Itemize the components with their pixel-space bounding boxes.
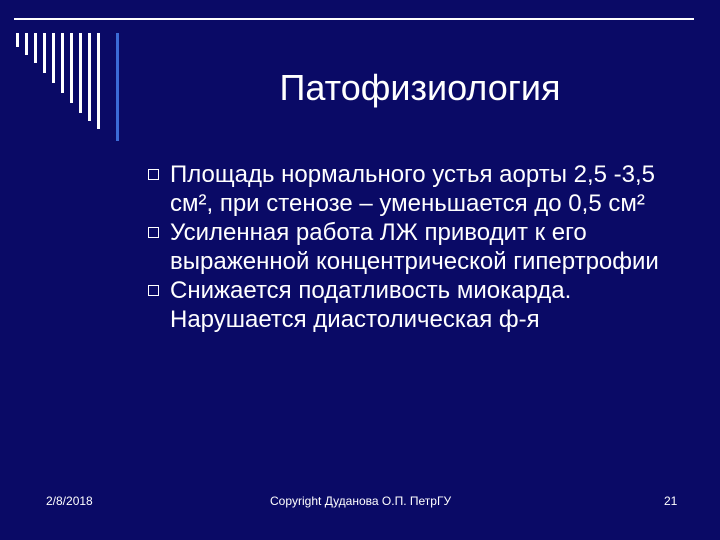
bullet-text: Площадь нормального устья аорты 2,5 -3,5 см², при стенозе – уменьшается до 0,5 см² xyxy=(170,161,655,217)
bullet-text: Снижается податливость миокарда. Нарушается диастолическая ф-я xyxy=(170,277,572,333)
bullet-list xyxy=(148,160,688,334)
decorative-bars xyxy=(16,33,126,143)
decor-bar xyxy=(61,33,64,93)
decor-bar xyxy=(88,33,91,121)
bullet-item xyxy=(148,160,688,218)
decor-bar xyxy=(34,33,37,63)
decor-bar xyxy=(70,33,73,103)
top-divider-line xyxy=(14,18,694,20)
decor-bar xyxy=(43,33,46,73)
square-bullet-icon xyxy=(148,227,159,238)
decor-bar xyxy=(79,33,82,113)
bullet-item xyxy=(148,276,688,334)
footer-date: 2/8/2018 xyxy=(46,494,93,508)
slide-title: Патофизиология xyxy=(279,67,561,108)
square-bullet-icon xyxy=(148,285,159,296)
decor-bar xyxy=(52,33,55,83)
decor-bar-accent xyxy=(116,33,119,141)
decor-bar xyxy=(16,33,19,47)
bullet-item xyxy=(148,218,688,276)
bullet-text: Усиленная работа ЛЖ приводит к его выраженной концентрической гипертрофии xyxy=(170,219,659,275)
decor-bar xyxy=(25,33,28,55)
decor-bar xyxy=(97,33,100,129)
square-bullet-icon xyxy=(148,169,159,180)
slide-number: 21 xyxy=(664,494,678,508)
footer-copyright: Copyright Дуданова О.П. ПетрГУ xyxy=(270,494,452,508)
